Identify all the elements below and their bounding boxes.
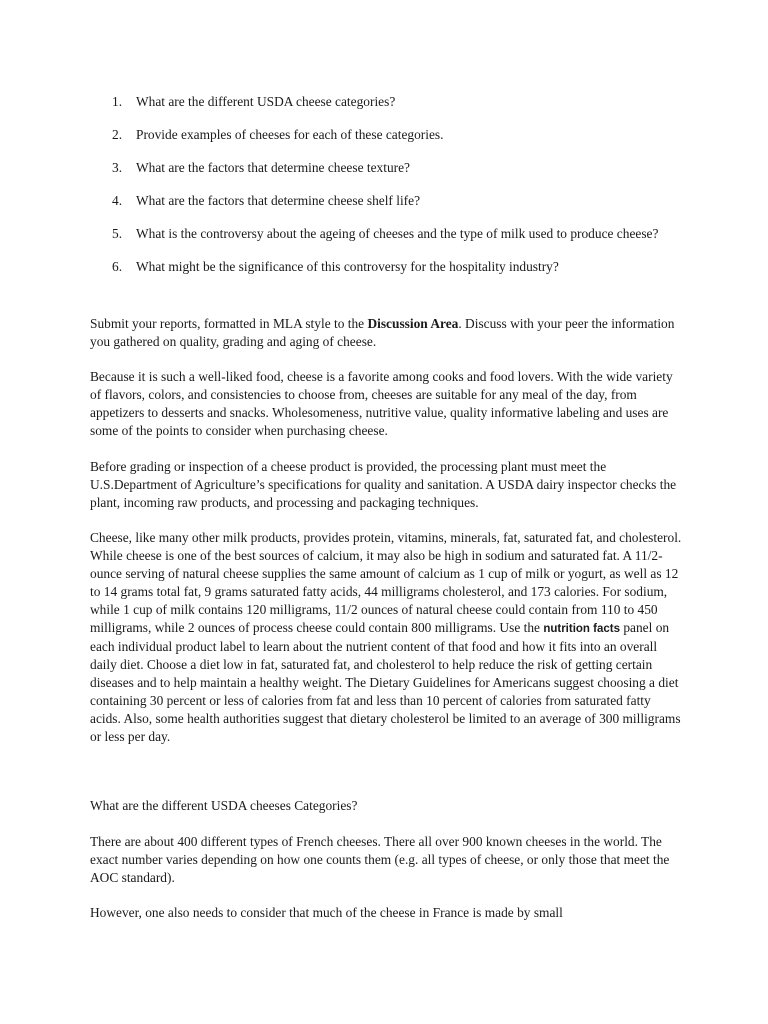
question-item (90, 225, 690, 243)
paragraph-nutrition (90, 529, 682, 746)
paragraph-popularity: Because it is such a well-liked food, cheese is a favorite among cooks and food lovers. With the wide variety of flavors, colors, and consistencies to choose from, cheeses are suitable for any meal of the day, from appetizers to desserts and snacks. Wholesomeness, nutritive value, quality informative labeling and uses are some of the points to consider when purchasing cheese. (90, 369, 673, 438)
paragraph-however: However, one also needs to consider that much of the cheese in France is made by small (90, 905, 563, 920)
question-item (90, 159, 690, 177)
question-text: What are the factors that determine cheese texture? (136, 160, 410, 175)
question-number: 3. (112, 160, 123, 175)
paragraph-french-cheeses: There are about 400 different types of French cheeses. There all over 900 known cheeses in the world. The exact number varies depending on how one counts them (e.g. all types of cheese, or only those that meet the AOC standard). (90, 834, 670, 885)
submit-text: Submit your reports, formatted in MLA style to the (90, 316, 368, 331)
nutrition-text: Cheese, like many other milk products, provides protein, vitamins, minerals, fat, saturated fat, and cholesterol. While cheese is one of the best sources of calcium, it may also be high in sodium and saturated fat. A 11/2-ounce serving of natural cheese supplies the same amount of calcium as 1 cup of milk or yogurt, as well as 12 to 14 grams total fat, 9 grams saturated fatty acids, 44 milligrams cholesterol, and 173 calories. For sodium, while 1 cup of milk contains 120 milligrams, 11/2 ounces of natural cheese could contain from 110 to 450 milligrams, while 2 ounces of process cheese could contain 800 milligrams. Use the (90, 530, 682, 635)
question-item (90, 126, 690, 144)
section-heading: What are the different USDA cheeses Categories? (90, 798, 358, 813)
question-text: What are the different USDA cheese categories? (136, 94, 396, 109)
paragraph-grading: Before grading or inspection of a cheese product is provided, the processing plant must meet the U.S.Department of Agriculture’s specifications for quality and sanitation. A USDA dairy inspector checks the plant, incoming raw products, and processing and packaging techniques. (90, 459, 677, 510)
question-item (90, 93, 690, 111)
submit-paragraph (90, 315, 682, 351)
question-text: What might be the significance of this controversy for the hospitality industry? (136, 259, 559, 274)
question-item (90, 258, 690, 276)
question-number: 6. (112, 259, 123, 274)
question-text: What are the factors that determine cheese shelf life? (136, 193, 421, 208)
nutrition-text-end: panel on each individual product label to learn about the nutrient content of that food and how it fits into an overall daily diet. Choose a diet low in fat, saturated fat, and cholesterol to help reduce the risk of getting certain diseases and to help maintain a healthy weight. The Dietary Guidelines for Americans suggest choosing a diet containing 30 percent or less of calories from fat and less than 10 percent of calories from saturated fatty acids. Also, some health authorities suggest that dietary cholesterol be limited to an average of 300 milligrams or less per day. (90, 620, 681, 744)
question-number: 1. (112, 94, 123, 109)
question-text: Provide examples of cheeses for each of these categories. (136, 127, 444, 142)
discussion-area-label: Discussion Area (367, 316, 459, 331)
submit-text-end: . Discuss with your peer the information you gathered on quality, grading and aging of cheese. (90, 316, 675, 349)
question-number: 5. (112, 226, 123, 241)
nutrition-facts-label: nutrition facts (543, 623, 620, 635)
question-item (90, 192, 690, 210)
question-list (90, 93, 690, 291)
question-number: 4. (112, 193, 123, 208)
question-text: What is the controversy about the ageing of cheeses and the type of milk used to produce cheese? (136, 226, 659, 241)
question-number: 2. (112, 127, 123, 142)
